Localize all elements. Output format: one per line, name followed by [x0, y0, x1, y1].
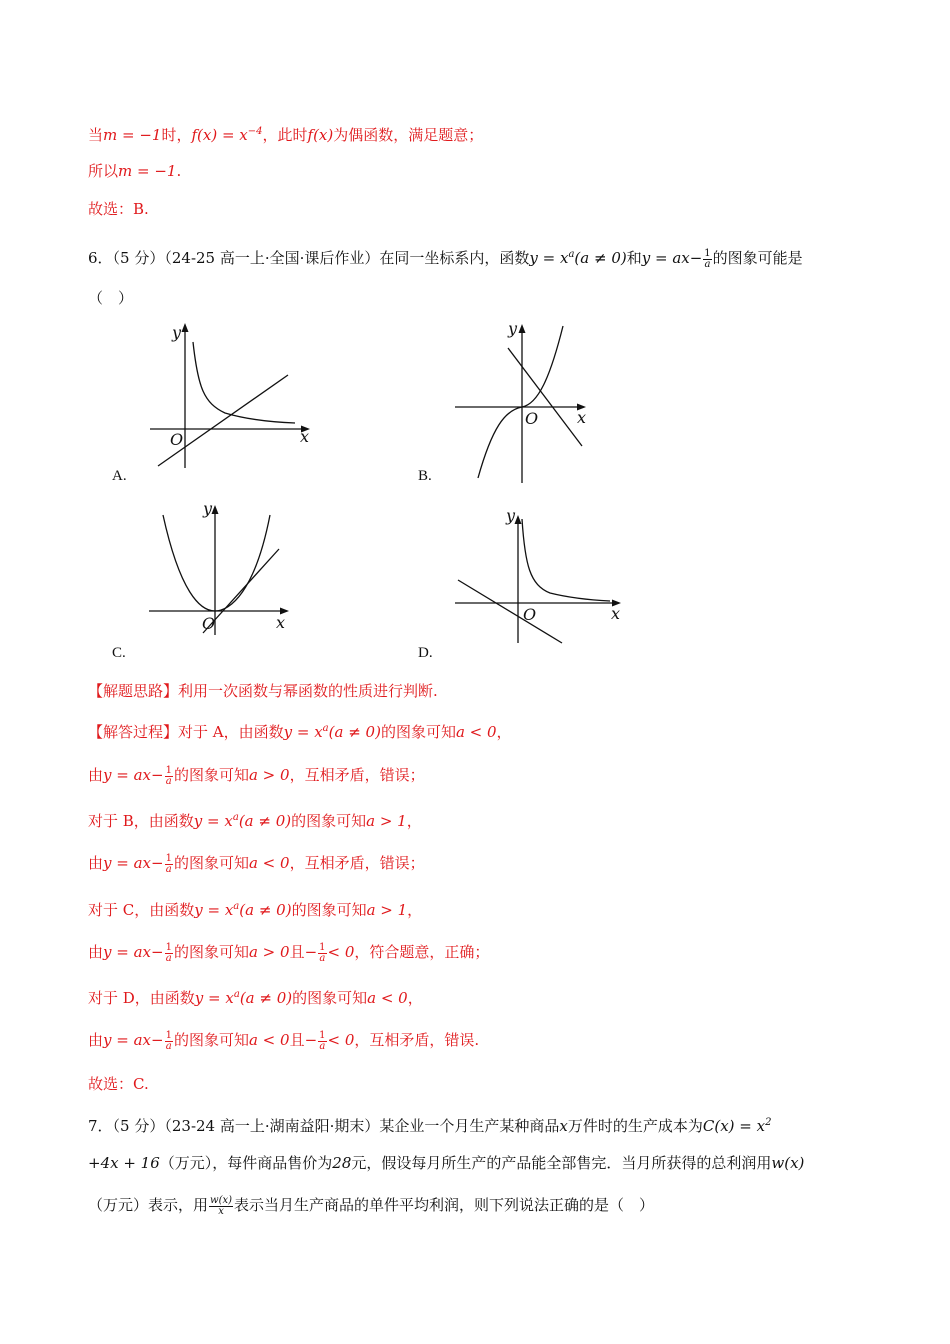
x-axis-label: x — [300, 427, 310, 446]
x-axis-label: x — [276, 613, 286, 632]
text: ，互相矛盾，错误； — [289, 766, 425, 784]
text: 表示当月生产商品的单件平均利润，则下列说法正确的是（ ） — [234, 1196, 655, 1214]
text: 且− — [289, 1031, 318, 1049]
solution-answer: 故选：C. — [88, 1075, 149, 1093]
numerator: 1 — [319, 1029, 326, 1041]
exponent: a — [233, 989, 240, 1000]
denominator: a — [319, 952, 326, 964]
math: w(x) — [771, 1154, 805, 1172]
option-d-label: D. — [418, 645, 433, 661]
math: y = ax− — [103, 854, 164, 872]
tag: 【解答过程】 — [88, 723, 179, 741]
text: 的图象可知 — [173, 1031, 249, 1049]
math: x — [559, 1117, 568, 1135]
text: 的图象可知 — [173, 943, 249, 961]
math: y = ax− — [103, 943, 164, 961]
text: 的图象可知 — [380, 723, 456, 741]
x-axis-label: x — [611, 604, 621, 623]
text: 对于 B，由函数 — [88, 812, 194, 830]
math: a < 0 — [248, 1031, 290, 1049]
exponent: a — [232, 812, 239, 823]
fraction — [318, 943, 326, 964]
text: 和 — [626, 249, 642, 267]
text: 的图象可知 — [292, 989, 368, 1007]
math: y = ax− — [103, 766, 164, 784]
math: y = x — [194, 989, 234, 1007]
math: y = ax− — [641, 249, 703, 267]
y-axis-label: y — [203, 499, 213, 518]
math: y = x — [529, 249, 569, 267]
tag: 【解题思路】 — [88, 682, 179, 700]
exponent: −4 — [247, 126, 263, 137]
math: f(x) = x — [191, 126, 248, 144]
exponent: a — [233, 901, 240, 912]
y-axis-label: y — [506, 506, 516, 525]
solution-process — [88, 718, 512, 743]
text: 的图象可知 — [173, 854, 249, 872]
math: (a ≠ 0) — [574, 249, 627, 267]
math: a > 0 — [248, 766, 290, 784]
text: 当 — [88, 126, 104, 144]
text: 6．（5 分）（24-25 高一上·全国·课后作业）在同一坐标系内，函数 — [88, 249, 530, 267]
graph-a — [140, 318, 320, 468]
q6-stem — [88, 244, 803, 270]
text: 的图象可知 — [291, 812, 367, 830]
graph-d — [450, 505, 630, 645]
math: a > 1 — [366, 901, 408, 919]
math: (a ≠ 0) — [239, 989, 293, 1007]
text: 由 — [88, 1031, 104, 1049]
solution-line-7 — [88, 984, 423, 1009]
math: C(x) = x — [702, 1117, 766, 1135]
origin-label: O — [525, 409, 539, 428]
graph-b — [450, 318, 600, 486]
math: y = x — [283, 723, 323, 741]
numerator: w(x) — [210, 1194, 233, 1206]
denominator: a — [165, 775, 172, 787]
origin-label: O — [170, 430, 184, 449]
text: 且− — [289, 943, 318, 961]
denominator: a — [165, 952, 172, 964]
fraction — [209, 1196, 233, 1217]
q7-line-2 — [88, 1152, 804, 1174]
text: ， — [407, 989, 423, 1007]
text: ， — [496, 723, 512, 741]
math: (a ≠ 0) — [238, 812, 292, 830]
x-axis-label: x — [577, 408, 587, 427]
origin-label: O — [523, 605, 537, 624]
denominator: a — [319, 1040, 326, 1052]
option-c-label: C. — [112, 645, 126, 661]
text: 的图象可知 — [173, 766, 249, 784]
graph-c — [145, 497, 295, 637]
solution-line-6 — [88, 941, 489, 964]
numerator: 1 — [165, 1029, 172, 1041]
text: 利用一次函数与幂函数的性质进行判断. — [178, 682, 438, 700]
denominator: a — [165, 863, 172, 875]
math: m = −1 — [118, 162, 177, 180]
denominator: a — [165, 1040, 172, 1052]
prev-line-1 — [88, 121, 483, 146]
numerator: 1 — [165, 941, 172, 953]
option-a-label: A. — [112, 468, 127, 484]
option-b-label: B. — [418, 468, 432, 484]
text: （万元）表示，用 — [88, 1196, 209, 1214]
fraction — [165, 943, 173, 964]
q7-line-3 — [88, 1194, 654, 1217]
math: a < 0 — [248, 854, 290, 872]
origin-label: O — [202, 614, 216, 633]
denominator: x — [218, 1205, 224, 1217]
y-axis-label: y — [172, 323, 182, 342]
math: (a ≠ 0) — [328, 723, 381, 741]
text: 时， — [161, 126, 192, 144]
text: 的图象可能是 — [712, 249, 803, 267]
text: 万件时的生产成本为 — [567, 1117, 703, 1135]
text: 的图象可知 — [291, 901, 367, 919]
text: ， — [406, 812, 422, 830]
text: 7．（5 分）（23-24 高一上·湖南益阳·期末）某企业一个月生产某种商品 — [88, 1117, 560, 1135]
solution-line-8 — [88, 1029, 479, 1052]
fraction — [165, 854, 173, 875]
text: 元，假设每月所生产的产品能全部售完．当月所获得的总利润用 — [351, 1154, 772, 1172]
math: (a ≠ 0) — [239, 901, 292, 919]
text: ， — [407, 901, 423, 919]
text: ，互相矛盾，错误. — [354, 1031, 480, 1049]
text: 为偶函数，满足题意； — [333, 126, 484, 144]
solution-line-4 — [88, 852, 425, 875]
numerator: 1 — [165, 852, 172, 864]
text: . — [176, 162, 182, 180]
math: a < 0 — [455, 723, 497, 741]
fraction — [318, 1031, 326, 1052]
exponent: 2 — [765, 1117, 772, 1128]
exponent: a — [568, 249, 575, 260]
numerator: 1 — [319, 941, 326, 953]
text: ，符合题意，正确； — [354, 943, 490, 961]
math: f(x) — [307, 126, 334, 144]
prev-line-2 — [88, 160, 181, 182]
fraction — [165, 766, 173, 787]
denominator: a — [704, 258, 711, 270]
math: a > 0 — [248, 943, 290, 961]
numerator: 1 — [165, 764, 172, 776]
math: < 0 — [327, 943, 355, 961]
text: 对于 C，由函数 — [88, 901, 195, 919]
math: y = ax− — [103, 1031, 164, 1049]
math: y = x — [193, 812, 233, 830]
text: 由 — [88, 854, 104, 872]
text: 所以 — [88, 162, 119, 180]
prev-answer: 故选：B. — [88, 200, 149, 218]
text: 由 — [88, 766, 104, 784]
solution-line-2 — [88, 764, 425, 787]
numerator: 1 — [704, 247, 711, 259]
solution-line-5 — [88, 896, 422, 921]
math: y = x — [194, 901, 234, 919]
text: 对于 D，由函数 — [88, 989, 195, 1007]
q6-paren: （ ） — [88, 289, 134, 307]
fraction — [703, 249, 711, 270]
solution-idea — [88, 680, 438, 702]
math: < 0 — [327, 1031, 355, 1049]
math: +4x + 16 — [88, 1154, 160, 1172]
math: a < 0 — [367, 989, 408, 1007]
q7-line-1 — [88, 1112, 771, 1137]
solution-line-3 — [88, 807, 422, 832]
exponent: a — [322, 723, 329, 734]
y-axis-label: y — [508, 319, 518, 338]
text: 由 — [88, 943, 104, 961]
text: 对于 A，由函数 — [178, 723, 284, 741]
text: ，此时 — [262, 126, 308, 144]
text: ，互相矛盾，错误； — [289, 854, 425, 872]
math: a > 1 — [366, 812, 407, 830]
text: （万元），每件商品售价为 — [159, 1154, 333, 1172]
math: 28 — [332, 1154, 352, 1172]
fraction — [165, 1031, 173, 1052]
math: m = −1 — [103, 126, 162, 144]
